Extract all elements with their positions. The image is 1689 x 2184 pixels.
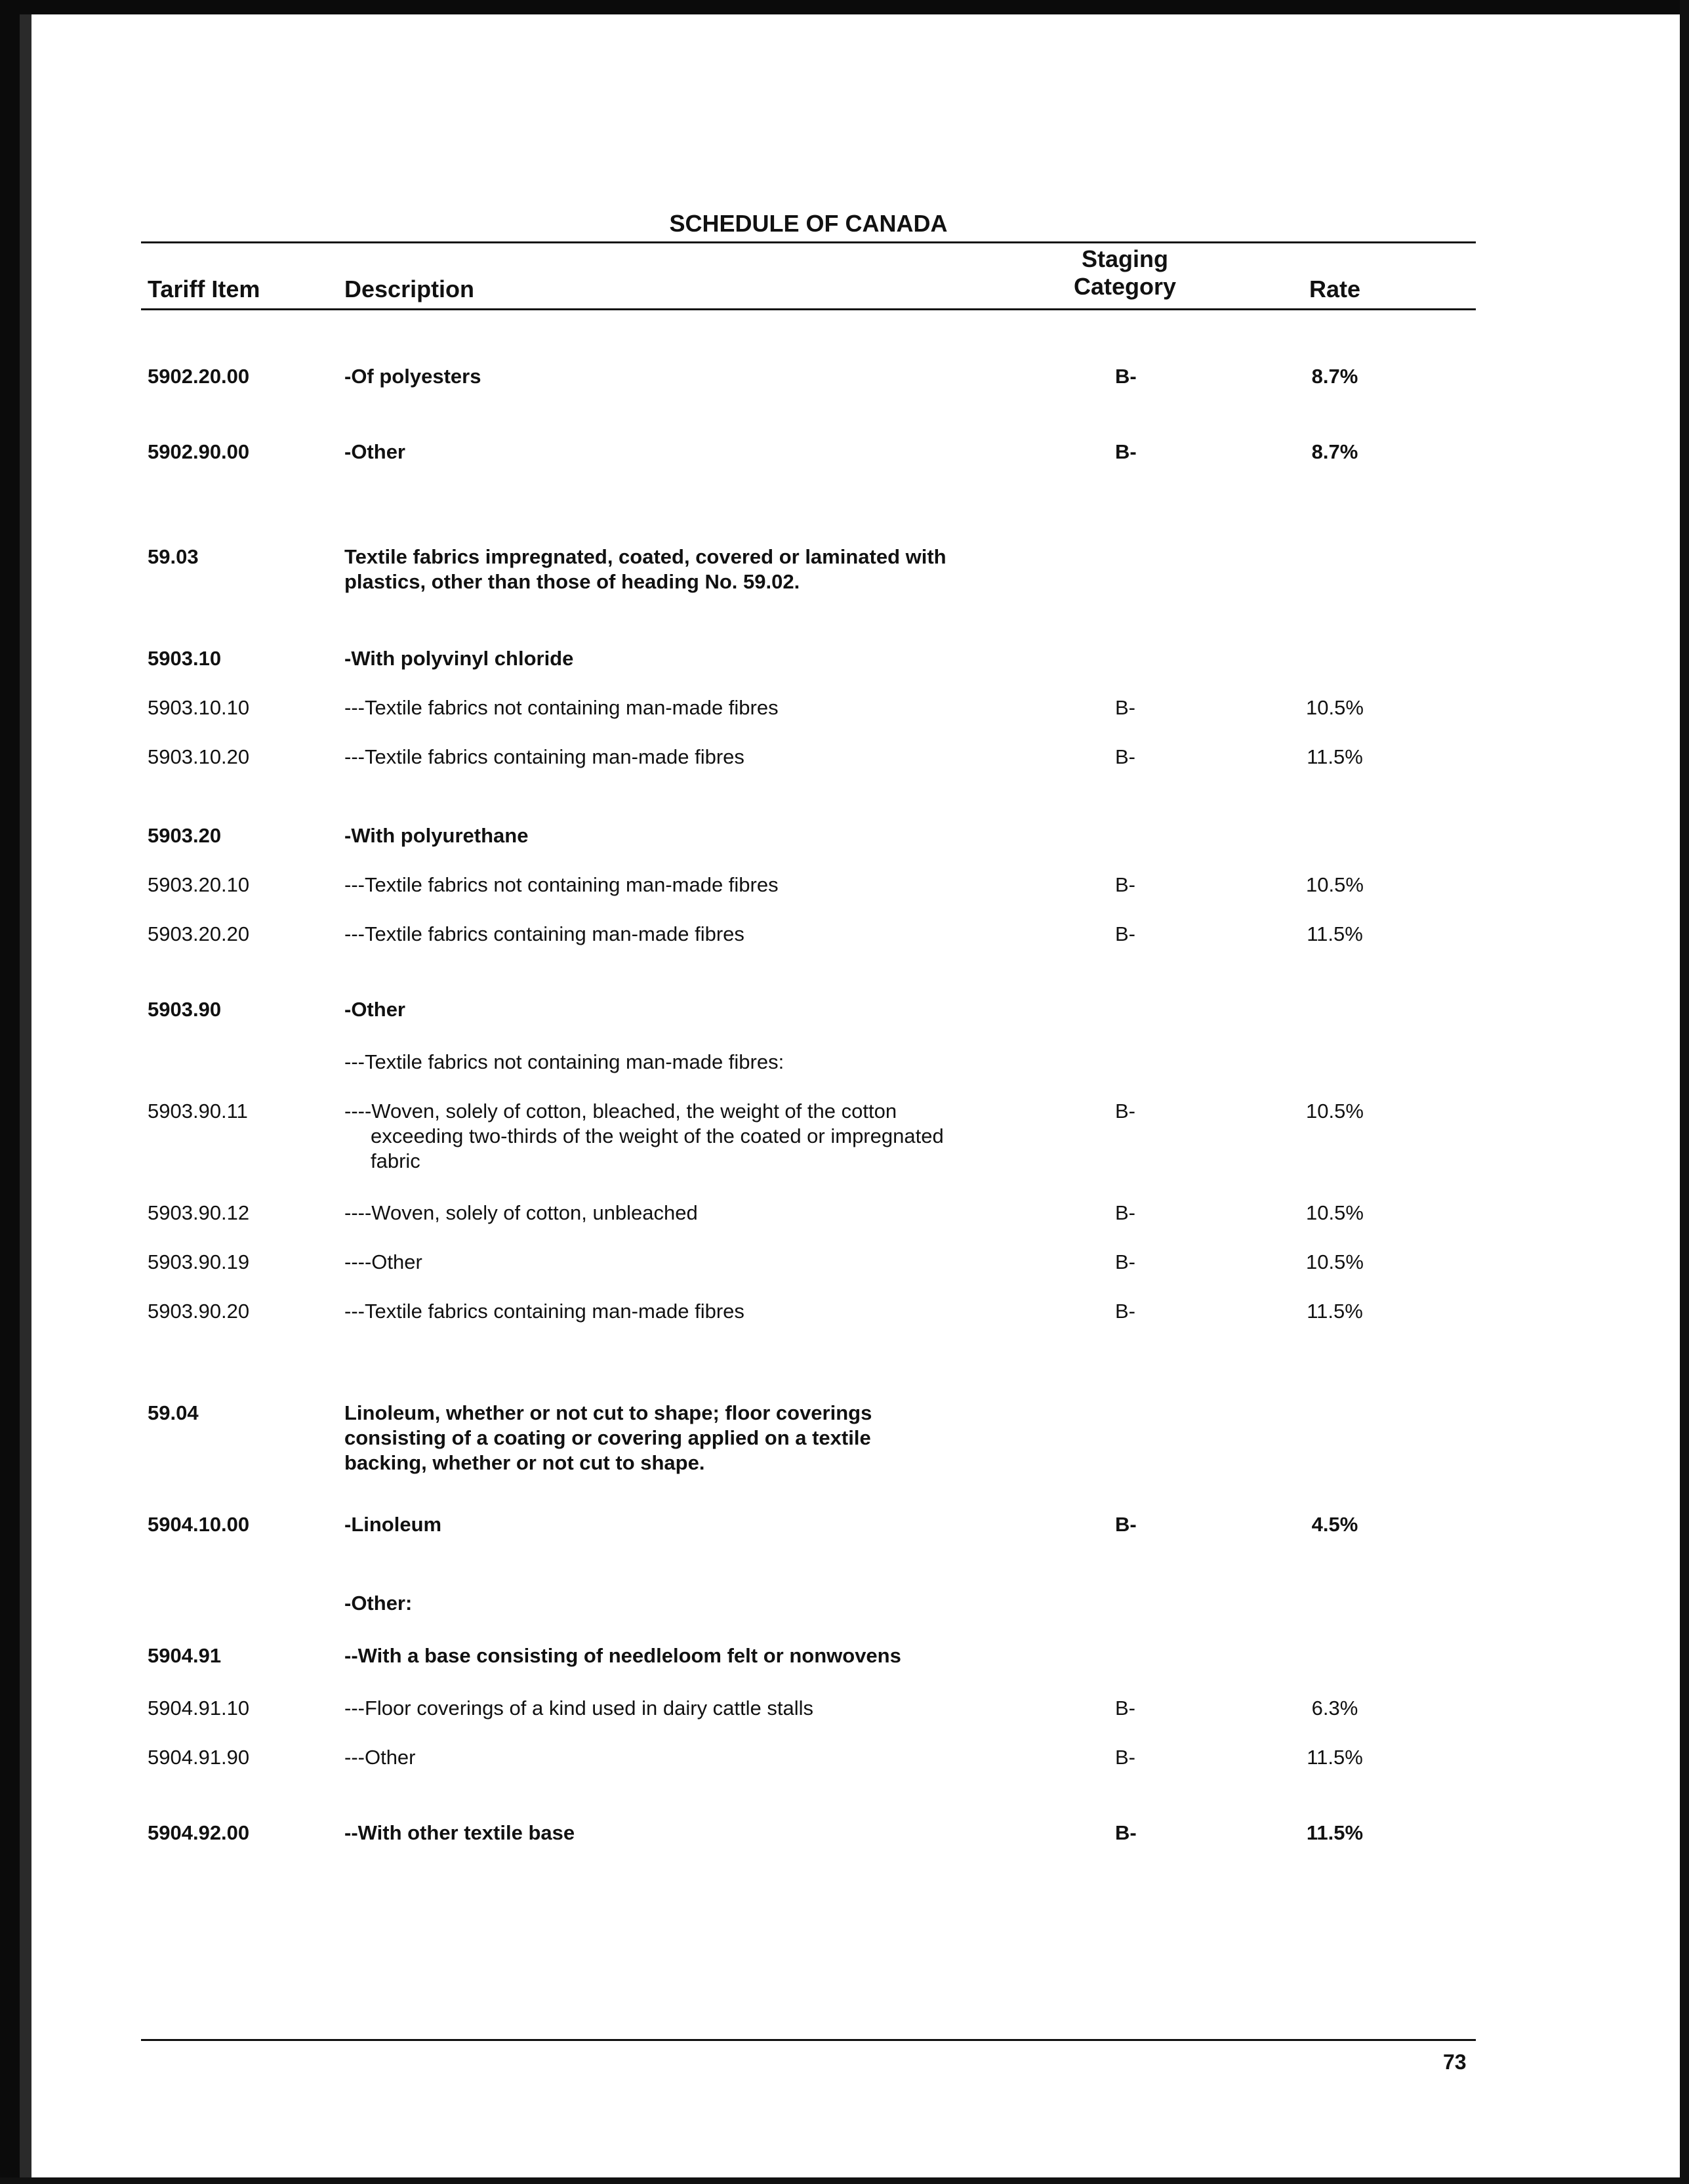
tariff-item-cell: 5903.90.12 (148, 1201, 250, 1224)
tariff-item-cell: 5903.10 (148, 647, 222, 670)
description-line: ---Textile fabrics containing man-made fibres (344, 922, 744, 945)
description-line: -Linoleum (344, 1513, 442, 1536)
rate-cell: 11.5% (1307, 745, 1363, 768)
description-cell (344, 1050, 1000, 1075)
description-line: -Other (344, 998, 405, 1021)
rate-cell: 4.5% (1311, 1513, 1358, 1536)
tariff-item-cell: 59.03 (148, 545, 199, 568)
staging-category-cell: B- (1115, 1300, 1135, 1323)
description-line: ---Textile fabrics containing man-made fibres (344, 745, 744, 768)
description-line: ---Other (344, 1746, 416, 1769)
staging-category-cell: B- (1115, 1100, 1135, 1123)
title-rule (141, 241, 1476, 243)
description-cell (344, 1821, 1000, 1845)
staging-category-cell: B- (1115, 365, 1137, 388)
staging-category-cell: B- (1115, 696, 1135, 719)
tariff-item-cell: 5903.90.19 (148, 1250, 250, 1273)
description-line: ---Textile fabrics not containing man-made fibres (344, 873, 779, 896)
description-line: Linoleum, whether or not cut to shape; floor coverings (344, 1401, 872, 1424)
description-line: ----Other (344, 1250, 422, 1273)
scan-edge-right (1680, 0, 1689, 2184)
staging-category-cell: B- (1115, 1697, 1135, 1720)
staging-category-cell: B- (1115, 1250, 1135, 1273)
tariff-item-cell: 5904.91.90 (148, 1746, 250, 1769)
staging-category-cell: B- (1115, 745, 1135, 768)
tariff-item-cell: 5903.20.10 (148, 873, 250, 896)
tariff-item-cell: 59.04 (148, 1401, 199, 1424)
description-line: ---Floor coverings of a kind used in dairy cattle stalls (344, 1697, 814, 1720)
description-cell (344, 823, 1000, 848)
description-cell (344, 545, 1000, 594)
description-line: ---Textile fabrics not containing man-made fibres: (344, 1050, 784, 1073)
description-cell (344, 922, 1000, 947)
header-rule (141, 308, 1476, 310)
description-cell (344, 997, 1000, 1022)
description-line: --With other textile base (344, 1821, 575, 1844)
rate-cell: 11.5% (1306, 1821, 1364, 1844)
description-cell (344, 440, 1000, 464)
description-line: -With polyurethane (344, 824, 529, 847)
description-line: ---Textile fabrics containing man-made fibres (344, 1300, 744, 1323)
description-line: -Of polyesters (344, 365, 481, 388)
rate-cell: 6.3% (1311, 1697, 1358, 1720)
description-cell (344, 646, 1000, 671)
rate-cell: 8.7% (1311, 440, 1358, 463)
description-cell (344, 1250, 1000, 1275)
rate-cell: 11.5% (1307, 922, 1363, 945)
staging-category-cell: B- (1115, 1201, 1135, 1224)
page-number: 73 (1443, 2050, 1467, 2074)
rate-cell: 10.5% (1306, 1100, 1364, 1123)
rate-cell: 10.5% (1306, 1201, 1364, 1224)
description-cell (344, 1696, 1000, 1721)
footer-rule (141, 2039, 1476, 2041)
rate-cell: 10.5% (1306, 696, 1364, 719)
description-cell (344, 745, 1000, 770)
tariff-item-cell: 5904.10.00 (148, 1513, 250, 1536)
tariff-item-cell: 5904.92.00 (148, 1821, 250, 1844)
description-cell (344, 1512, 1000, 1537)
scan-edge-left-shadow (20, 14, 31, 2184)
tariff-item-cell: 5904.91.10 (148, 1697, 250, 1720)
description-cell (344, 364, 1000, 389)
description-cell (344, 1643, 1000, 1668)
description-cell (344, 1299, 1000, 1324)
tariff-item-cell: 5903.20.20 (148, 922, 250, 945)
staging-category-cell: B- (1115, 1746, 1135, 1769)
staging-category-cell: B- (1115, 922, 1135, 945)
scan-edge-bottom (0, 2177, 1689, 2184)
document-title: SCHEDULE OF CANADA (669, 210, 948, 237)
header-staging-line2: Category (1073, 273, 1177, 300)
description-cell (344, 1745, 1000, 1770)
description-line: plastics, other than those of heading No. 59.02. (344, 570, 800, 593)
description-line: ----Woven, solely of cotton, unbleached (344, 1201, 698, 1224)
description-cell (344, 1201, 1000, 1226)
tariff-item-cell: 5903.90.20 (148, 1300, 250, 1323)
description-line: backing, whether or not cut to shape. (344, 1451, 705, 1474)
description-line: ----Woven, solely of cotton, bleached, the weight of the cotton (344, 1100, 897, 1123)
header-staging-category (1059, 245, 1190, 300)
header-staging-line1: Staging (1082, 245, 1168, 272)
rate-cell: 8.7% (1311, 365, 1358, 388)
rate-cell: 11.5% (1307, 1746, 1363, 1769)
header-tariff-item: Tariff Item (148, 276, 260, 302)
rate-cell: 10.5% (1306, 1250, 1364, 1273)
description-cell (344, 873, 1000, 897)
tariff-item-cell: 5902.20.00 (148, 365, 250, 388)
description-cell (344, 695, 1000, 720)
description-line: -Other: (344, 1592, 413, 1615)
tariff-item-cell: 5903.10.10 (148, 696, 250, 719)
rate-cell: 10.5% (1306, 873, 1364, 896)
description-line: consisting of a coating or covering applied on a textile (344, 1426, 871, 1449)
header-description: Description (344, 276, 475, 302)
description-line: Textile fabrics impregnated, coated, covered or laminated with (344, 545, 946, 568)
scan-edge-top (0, 0, 1689, 14)
tariff-item-cell: 5903.10.20 (148, 745, 250, 768)
description-cell (344, 1591, 1000, 1616)
description-line: --With a base consisting of needleloom felt or nonwovens (344, 1644, 901, 1667)
description-cell (344, 1099, 1000, 1174)
header-rate: Rate (1309, 276, 1361, 302)
description-line: exceeding two-thirds of the weight of the coated or impregnated (371, 1124, 944, 1147)
tariff-item-cell: 5903.90 (148, 998, 222, 1021)
tariff-item-cell: 5904.91 (148, 1644, 222, 1667)
tariff-item-cell: 5903.20 (148, 824, 222, 847)
scan-edge-left (0, 0, 20, 2184)
staging-category-cell: B- (1115, 1821, 1137, 1844)
tariff-item-cell: 5903.90.11 (148, 1100, 248, 1123)
description-line: fabric (371, 1149, 420, 1172)
staging-category-cell: B- (1115, 873, 1135, 896)
tariff-item-cell: 5902.90.00 (148, 440, 250, 463)
staging-category-cell: B- (1115, 440, 1137, 463)
staging-category-cell: B- (1115, 1513, 1137, 1536)
description-line: -Other (344, 440, 405, 463)
description-line: -With polyvinyl chloride (344, 647, 574, 670)
description-line: ---Textile fabrics not containing man-made fibres (344, 696, 779, 719)
rate-cell: 11.5% (1307, 1300, 1363, 1323)
description-cell (344, 1401, 1000, 1475)
